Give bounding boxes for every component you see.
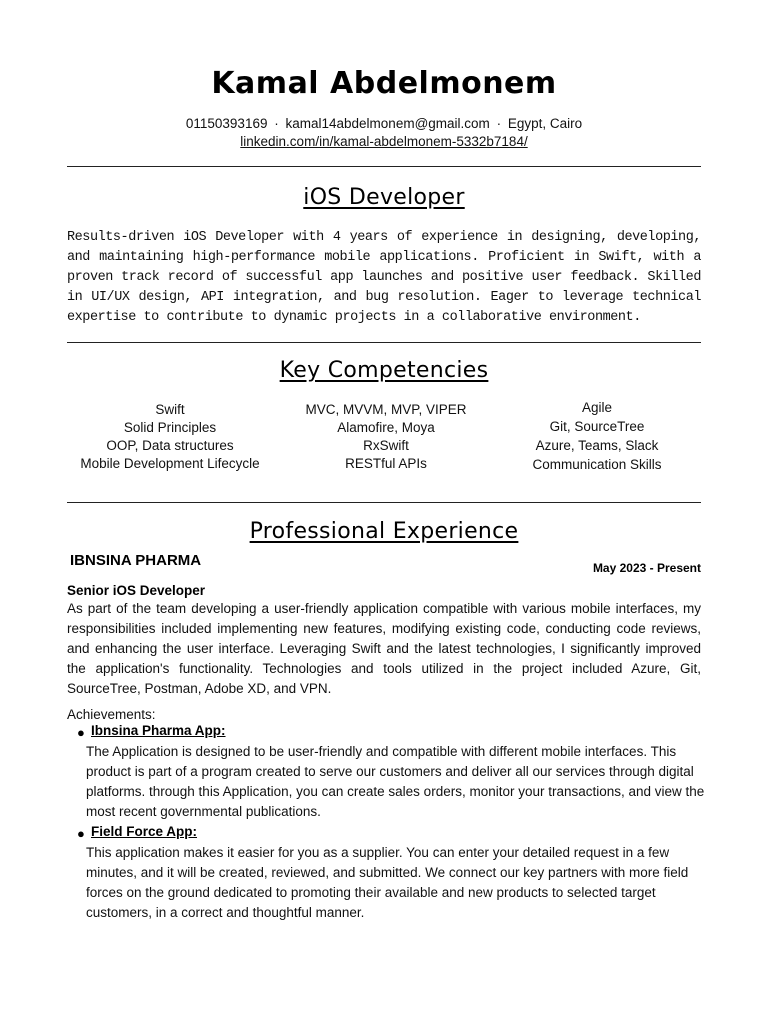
competencies-heading: Key Competencies bbox=[279, 358, 489, 383]
divider bbox=[67, 166, 701, 167]
experience-heading: Professional Experience bbox=[249, 519, 519, 544]
candidate-name: Kamal Abdelmonem bbox=[211, 66, 557, 101]
competencies-column-1 bbox=[60, 401, 280, 473]
company-name: IBNSINA PHARMA bbox=[70, 552, 202, 569]
employment-dates: May 2023 - Present bbox=[592, 561, 701, 575]
competency-item: Git, SourceTree bbox=[549, 419, 645, 434]
contact-line bbox=[0, 116, 768, 131]
competency-item: Communication Skills bbox=[532, 457, 662, 472]
bullet-icon: ● bbox=[77, 826, 85, 841]
job-description: As part of the team developing a user-friendly application compatible with various mobile interfaces, my responsibilities included implementing new features, modifying existing code, conducting code reviews, and enhancing the user interface. Leveraging Swift and the latest technologies, I significantly improved the application's functionality. Technologies and tools utilized in the project included Azure, Git, SourceTree, Postman, Adobe XD, and VPN. bbox=[67, 601, 701, 696]
competency-item: Mobile Development Lifecycle bbox=[80, 456, 260, 471]
separator: · bbox=[274, 116, 279, 131]
competencies-column-3 bbox=[487, 398, 707, 474]
competency-item: OOP, Data structures bbox=[106, 438, 234, 453]
competencies-column-2 bbox=[276, 401, 496, 473]
bullet-icon: ● bbox=[77, 725, 85, 740]
competency-item: Alamofire, Moya bbox=[337, 420, 435, 435]
competency-item: MVC, MVVM, MVP, VIPER bbox=[305, 402, 467, 417]
phone-number: 01150393169 bbox=[185, 116, 268, 131]
divider bbox=[67, 342, 701, 343]
competency-item: RxSwift bbox=[363, 438, 409, 453]
achievement-title: Field Force App: bbox=[91, 824, 198, 839]
linkedin-link[interactable]: linkedin.com/in/kamal-abdelmonem-5332b7184/ bbox=[240, 134, 528, 149]
competency-item: Swift bbox=[155, 402, 185, 417]
achievement-title: Ibnsina Pharma App: bbox=[91, 723, 226, 738]
summary-text: Results-driven iOS Developer with 4 years of experience in designing, developing, and maintaining high-performance mobile applications. Proficient in Swift, with a proven track record of successful app launches and positive user feedback. Skilled in UI/UX design, API integration, and bug resolution. Eager to leverage technical expertise to contribute to dynamic projects in a collaborative environment. bbox=[67, 230, 701, 325]
competency-item: Agile bbox=[581, 400, 613, 415]
separator: · bbox=[496, 116, 502, 131]
email-address: kamal14abdelmonem@gmail.com bbox=[285, 116, 490, 131]
achievement-description: The Application is designed to be user-friendly and compatible with different mobile interfaces. This product is part of a program created to serve our customers and deliver all our services through digital platforms. through this Application, you can create sales orders, monitor your transactions, and view the most recent governmental publications. bbox=[86, 744, 705, 819]
achievement-description: This application makes it easier for you as a supplier. You can enter your detailed request in a few minutes, and it will be created, reviewed, and submitted. We connect our key partners with more field forces on the ground dedicated to promoting their available and new products to selected target customers, in a correct and thoughtful manner. bbox=[86, 845, 689, 920]
competency-item: RESTful APIs bbox=[345, 456, 427, 471]
competency-item: Azure, Teams, Slack bbox=[535, 438, 659, 453]
location: Egypt, Cairo bbox=[507, 116, 583, 131]
summary-heading: iOS Developer bbox=[303, 185, 465, 210]
divider bbox=[67, 502, 701, 503]
achievements-label: Achievements: bbox=[67, 707, 156, 722]
job-title: Senior iOS Developer bbox=[67, 583, 206, 598]
competency-item: Solid Principles bbox=[123, 420, 217, 435]
